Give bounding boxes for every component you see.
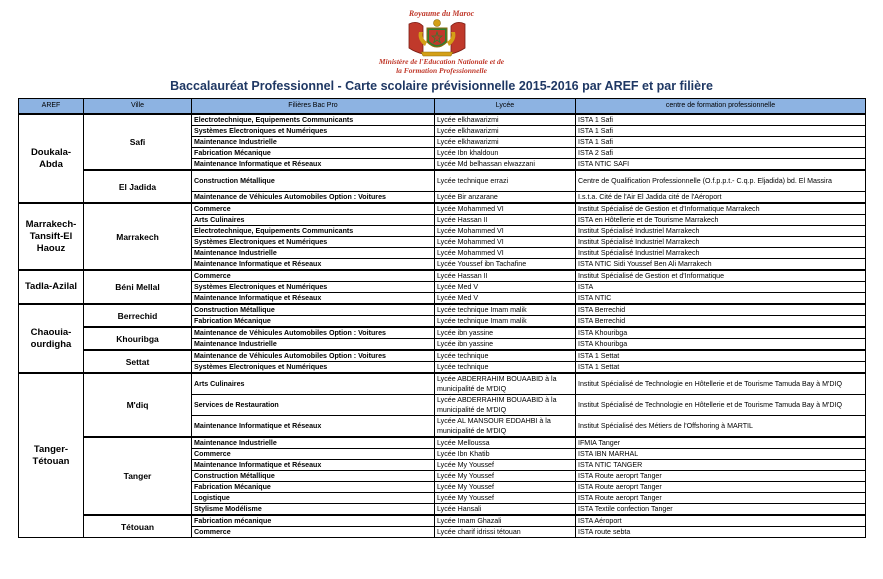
lycee-cell: Lycée charif idrissi tétouan: [435, 527, 576, 538]
filiere-cell: Systèmes Electroniques et Numériques: [192, 237, 435, 248]
column-header-ville: Ville: [84, 99, 192, 115]
filiere-cell: Stylisme Modélisme: [192, 504, 435, 516]
centre-cell: ISTA NTIC Sidi Youssef Ben Ali Marrakech: [576, 259, 866, 271]
centre-cell: ISTA Berrechid: [576, 304, 866, 316]
lycee-cell: Lycée Mohammed VI: [435, 226, 576, 237]
ville-cell: Béni Mellal: [84, 270, 192, 304]
filiere-cell: Fabrication mécanique: [192, 515, 435, 527]
centre-cell: ISTA Aéroport: [576, 515, 866, 527]
ville-cell: Tétouan: [84, 515, 192, 538]
centre-cell: I.s.t.a. Cité de l'Air El Jadida cité de l'Aéroport: [576, 192, 866, 204]
column-header-filieres: Filières Bac Pro: [192, 99, 435, 115]
table-row: [19, 304, 866, 316]
filiere-cell: Commerce: [192, 203, 435, 215]
centre-cell: ISTA Textile confection Tanger: [576, 504, 866, 516]
filiere-cell: Commerce: [192, 270, 435, 282]
lycee-cell: Lycée My Youssef: [435, 493, 576, 504]
filiere-cell: Logistique: [192, 493, 435, 504]
filiere-cell: Construction Métallique: [192, 170, 435, 192]
lycee-cell: Lycée Mohammed VI: [435, 237, 576, 248]
aref-cell: Chaouia-ourdigha: [19, 304, 84, 373]
centre-cell: ISTA 1 Safi: [576, 114, 866, 126]
lycee-cell: Lycée Md belhassan elwazzani: [435, 159, 576, 171]
centre-cell: Institut Spécialisé de Gestion et d'Informatique: [576, 270, 866, 282]
centre-cell: ISTA: [576, 282, 866, 293]
royal-coat-of-arms-icon: [405, 18, 469, 58]
centre-cell: ISTA Route aeroprt Tanger: [576, 471, 866, 482]
centre-cell: ISTA route sebta: [576, 527, 866, 538]
centre-cell: ISTA Khouribga: [576, 339, 866, 351]
document-title: Baccalauréat Professionnel - Carte scolaire prévisionnelle 2015-2016 par AREF et par filière: [170, 79, 713, 93]
centre-cell: ISTA en Hôtellerie et de Tourisme Marrakech: [576, 215, 866, 226]
filiere-cell: Arts Culinaires: [192, 215, 435, 226]
lycee-cell: Lycée Youssef ibn Tachafine: [435, 259, 576, 271]
filiere-cell: Maintenance de Véhicules Automobiles Option : Voitures: [192, 192, 435, 204]
filiere-cell: Maintenance Informatique et Réseaux: [192, 416, 435, 438]
table-row: [19, 515, 866, 527]
lycee-cell: Lycée ABDERRAHIM BOUAABID à la municipalité de M'DIQ: [435, 395, 576, 416]
table-header-row: [19, 99, 866, 115]
centre-cell: ISTA Route aeroprt Tanger: [576, 493, 866, 504]
filiere-cell: Maintenance Informatique et Réseaux: [192, 159, 435, 171]
ville-cell: Berrechid: [84, 304, 192, 327]
table-row: [19, 114, 866, 126]
table-row: [19, 170, 866, 192]
centre-cell: ISTA NTIC SAFI: [576, 159, 866, 171]
filiere-cell: Maintenance Industrielle: [192, 248, 435, 259]
lycee-cell: Lycée Mohammed VI: [435, 248, 576, 259]
centre-cell: Centre de Qualification Professionnelle (O.f.p.p.t.- C.q.p. Eljadida) bd. El Massira: [576, 170, 866, 192]
centre-cell: ISTA 1 Safi: [576, 137, 866, 148]
aref-cell: Doukala-Abda: [19, 114, 84, 203]
centre-cell: Institut Spécialisé Industriel Marrakech: [576, 237, 866, 248]
column-header-centre: centre de formation professionnelle: [576, 99, 866, 115]
lycee-cell: Lycée My Youssef: [435, 482, 576, 493]
lycee-cell: Lycée Med V: [435, 293, 576, 305]
lycee-cell: Lycée Mohammed VI: [435, 203, 576, 215]
filiere-cell: Commerce: [192, 449, 435, 460]
aref-cell: Tadla-Azilal: [19, 270, 84, 304]
filiere-cell: Electrotechnique, Equipements Communicants: [192, 114, 435, 126]
filiere-cell: Construction Métallique: [192, 304, 435, 316]
filiere-cell: Maintenance Industrielle: [192, 437, 435, 449]
lycee-cell: Lycée elkhawarizmi: [435, 126, 576, 137]
filiere-cell: Construction Métallique: [192, 471, 435, 482]
ville-cell: M'diq: [84, 373, 192, 437]
aref-cell: Tanger-Tétouan: [19, 373, 84, 538]
centre-cell: ISTA IBN MARHAL: [576, 449, 866, 460]
centre-cell: Institut Spécialisé des Métiers de l'Offshoring à MARTIL: [576, 416, 866, 438]
lycee-cell: Lycée technique Imam malik: [435, 304, 576, 316]
centre-cell: ISTA NTIC: [576, 293, 866, 305]
centre-cell: ISTA Route aeroprt Tanger: [576, 482, 866, 493]
centre-cell: Institut Spécialisé de Gestion et d'Informatique Marrakech: [576, 203, 866, 215]
table-row: [19, 203, 866, 215]
column-header-lycee: Lycée: [435, 99, 576, 115]
ville-cell: Safi: [84, 114, 192, 170]
ministry-label: Ministère de l'Education Nationale et de la Formation Professionnelle: [378, 57, 505, 75]
lycee-cell: Lycée technique Imam malik: [435, 316, 576, 328]
lycee-cell: Lycée Ibn Khatib: [435, 449, 576, 460]
filiere-cell: Arts Culinaires: [192, 373, 435, 395]
ville-cell: Khouribga: [84, 327, 192, 350]
lycee-cell: Lycée My Youssef: [435, 471, 576, 482]
filiere-cell: Maintenance de Véhicules Automobiles Option : Voitures: [192, 350, 435, 362]
filiere-cell: Electrotechnique, Equipements Communicants: [192, 226, 435, 237]
filiere-cell: Maintenance Informatique et Réseaux: [192, 293, 435, 305]
centre-cell: Institut Spécialisé de Technologie en Hôtellerie et de Tourisme Tamuda Bay à M'DIQ: [576, 373, 866, 395]
table-row: [19, 270, 866, 282]
centre-cell: ISTA 1 Settat: [576, 362, 866, 374]
lycee-cell: Lycée Med V: [435, 282, 576, 293]
filiere-cell: Systèmes Electroniques et Numériques: [192, 282, 435, 293]
filiere-cell: Services de Restauration: [192, 395, 435, 416]
lycee-cell: Lycée elkhawarizmi: [435, 114, 576, 126]
lycee-cell: Lycée Hansali: [435, 504, 576, 516]
lycee-cell: Lycée AL MANSOUR EDDAHBI à la municipalité de M'DIQ: [435, 416, 576, 438]
lycee-cell: Lycée Melloussa: [435, 437, 576, 449]
filiere-cell: Systèmes Electroniques et Numériques: [192, 126, 435, 137]
lycee-cell: Lycée ABDERRAHIM BOUAABID à la municipalité de M'DIQ: [435, 373, 576, 395]
centre-cell: Institut Spécialisé Industriel Marrakech: [576, 248, 866, 259]
lycee-cell: Lycée technique errazi: [435, 170, 576, 192]
lycee-cell: Lycée technique: [435, 350, 576, 362]
centre-cell: IFMIA Tanger: [576, 437, 866, 449]
centre-cell: ISTA NTIC TANGER: [576, 460, 866, 471]
lycee-cell: Lycée Bir anzarane: [435, 192, 576, 204]
filiere-cell: Fabrication Mécanique: [192, 482, 435, 493]
centre-cell: Institut Spécialisé de Technologie en Hôtellerie et de Tourisme Tamuda Bay à M'DIQ: [576, 395, 866, 416]
filiere-cell: Maintenance Informatique et Réseaux: [192, 259, 435, 271]
ville-cell: Settat: [84, 350, 192, 373]
ville-cell: Marrakech: [84, 203, 192, 270]
lycee-cell: Lycée My Youssef: [435, 460, 576, 471]
filiere-cell: Systèmes Electroniques et Numériques: [192, 362, 435, 374]
table-row: [19, 437, 866, 449]
table-row: [19, 373, 866, 395]
lycee-cell: Lycée Imam Ghazali: [435, 515, 576, 527]
centre-cell: ISTA 2 Safi: [576, 148, 866, 159]
lycee-cell: Lycée Hassan II: [435, 270, 576, 282]
carte-scolaire-table: [18, 98, 866, 538]
table-row: [19, 350, 866, 362]
centre-cell: ISTA 1 Safi: [576, 126, 866, 137]
filiere-cell: Fabrication Mécanique: [192, 148, 435, 159]
aref-cell: Marrakech-Tansift-El Haouz: [19, 203, 84, 270]
filiere-cell: Commerce: [192, 527, 435, 538]
lycee-cell: Lycée Ibn khaldoun: [435, 148, 576, 159]
lycee-cell: Lycée Hassan II: [435, 215, 576, 226]
filiere-cell: Maintenance Industrielle: [192, 339, 435, 351]
lycee-cell: Lycée ibn yassine: [435, 327, 576, 339]
centre-cell: ISTA 1 Settat: [576, 350, 866, 362]
centre-cell: ISTA Khouribga: [576, 327, 866, 339]
table-row: [19, 327, 866, 339]
kingdom-label: Royaume du Maroc: [408, 9, 475, 18]
ville-cell: El Jadida: [84, 170, 192, 203]
centre-cell: Institut Spécialisé Industriel Marrakech: [576, 226, 866, 237]
filiere-cell: Maintenance de Véhicules Automobiles Option : Voitures: [192, 327, 435, 339]
filiere-cell: Maintenance Industrielle: [192, 137, 435, 148]
lycee-cell: Lycée elkhawarizmi: [435, 137, 576, 148]
filiere-cell: Fabrication Mécanique: [192, 316, 435, 328]
document-header: [0, 0, 883, 98]
lycee-cell: Lycée ibn yassine: [435, 339, 576, 351]
lycee-cell: Lycée technique: [435, 362, 576, 374]
centre-cell: ISTA Berrechid: [576, 316, 866, 328]
filiere-cell: Maintenance Informatique et Réseaux: [192, 460, 435, 471]
column-header-aref: AREF: [19, 99, 84, 115]
ville-cell: Tanger: [84, 437, 192, 515]
